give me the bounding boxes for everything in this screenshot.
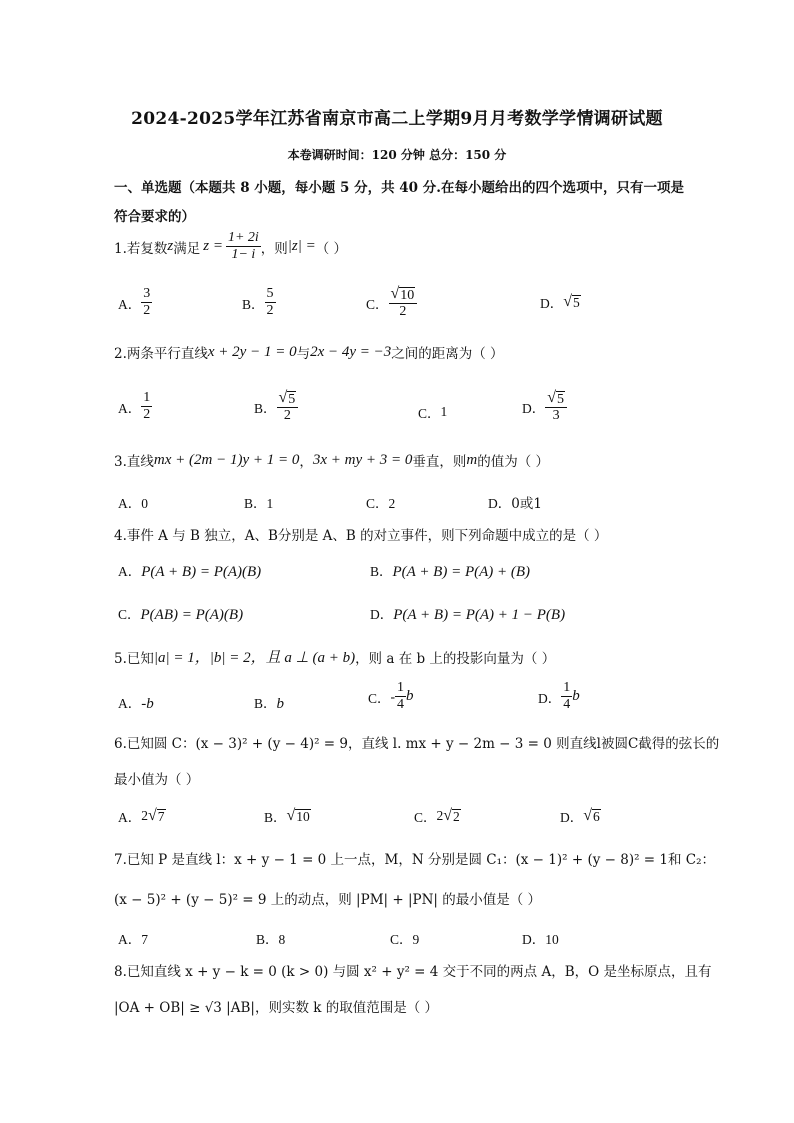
- q7-option-a: [118, 928, 148, 948]
- option-label: C．: [366, 297, 389, 313]
- option-value: P(A + B) = P(A) + 1 − P(B): [393, 607, 566, 623]
- q3-option-d: [488, 492, 542, 512]
- q2-option-c: [418, 402, 447, 422]
- q3-text: 3.直线: [114, 454, 154, 470]
- q5-text-after: ，则 a 在 b 上的投影向量为（ ）: [355, 650, 556, 667]
- q1-num: 1+ 2i: [226, 230, 261, 247]
- frac-den: 2: [143, 407, 151, 423]
- option-label: B．: [242, 296, 265, 312]
- option-label: D．: [560, 810, 584, 825]
- option-label: D．: [488, 496, 512, 511]
- q1-den: 1− i: [231, 247, 256, 263]
- sqrt-value: 5: [288, 392, 296, 407]
- q3-var: m: [466, 451, 478, 468]
- q1-option-d: D． √ 5: [540, 292, 580, 311]
- option-label: B．: [254, 401, 277, 417]
- q2-option-b: B． √ 5 2: [254, 390, 298, 424]
- frac-num: 1: [395, 680, 406, 697]
- q2-text-after: 之间的距离为（ ）: [391, 346, 504, 362]
- q4-option-a: [118, 560, 261, 581]
- option-label: C．: [390, 932, 413, 947]
- sqrt-value: 10: [296, 808, 310, 824]
- question-6-stem-line2: 最小值为（ ）: [114, 772, 200, 788]
- option-label: C．: [418, 406, 441, 421]
- option-value: 1: [440, 404, 448, 419]
- sqrt-value: 10: [400, 288, 415, 303]
- q1-option-c: C． √ 10 2: [366, 286, 417, 320]
- option-prefix: -: [390, 688, 396, 704]
- q5-option-a: [118, 692, 154, 713]
- frac-den: 2: [143, 303, 151, 319]
- option-label: B．: [244, 496, 267, 511]
- option-label: C．: [368, 690, 391, 706]
- q6-option-d: D． √ 6: [560, 806, 600, 825]
- section-header: [114, 176, 684, 196]
- frac-num: 1: [561, 680, 572, 697]
- frac-num: 5: [265, 286, 276, 303]
- q5-option-d: [538, 680, 580, 713]
- q1-text-mid: 满足: [173, 240, 201, 257]
- frac-num: 3: [141, 286, 152, 303]
- frac-den: 2: [283, 408, 291, 424]
- q3-line1: mx + (2m − 1)y + 1 = 0: [153, 451, 300, 468]
- q3-text-after: 垂直，则: [412, 454, 467, 470]
- q2-option-d: D． √ 5 3: [522, 390, 567, 424]
- q2-option-a: [118, 390, 152, 423]
- question-4-stem: 4.事件 A 与 B 独立，A、B分别是 A、B 的对立事件，则下列命题中成立的是（ ）: [114, 528, 608, 544]
- option-value: P(AB) = P(A)(B): [140, 607, 244, 623]
- option-label: C．: [118, 607, 141, 622]
- option-label: B．: [254, 696, 277, 711]
- section-header-line2: 符合要求的）: [114, 209, 195, 225]
- option-label: B．: [256, 932, 279, 947]
- q3-option-a: [118, 492, 148, 512]
- frac-num: 1: [141, 390, 152, 407]
- option-label: A．: [118, 932, 142, 947]
- q3-option-c: [366, 492, 395, 512]
- option-vector: b: [572, 688, 580, 705]
- q5-option-c: [368, 680, 414, 713]
- sqrt-value: 2: [453, 808, 460, 824]
- option-label: D．: [540, 296, 564, 311]
- q1-fraction: [226, 230, 261, 263]
- option-label: D．: [370, 607, 394, 622]
- q1-text-after: ，则: [260, 240, 288, 257]
- option-label: D．: [522, 401, 546, 417]
- q1-var: z: [167, 238, 174, 255]
- question-5-stem: [114, 646, 555, 667]
- option-value: b: [276, 696, 285, 712]
- option-value: 2: [388, 496, 396, 511]
- option-label: A．: [118, 400, 142, 416]
- frac-den: 3: [552, 408, 560, 424]
- q7-option-b: [256, 928, 285, 948]
- q5-condition: |a| = 1，|b| = 2，且 a ⊥ (a + b): [153, 650, 356, 666]
- exam-info: 本卷调研时间：120 分钟 总分：150 分: [287, 148, 507, 162]
- frac-den: 2: [399, 304, 407, 320]
- option-label: C．: [366, 496, 389, 511]
- option-value: 7: [141, 932, 148, 947]
- frac-den: 4: [563, 697, 571, 713]
- q1-option-b: [242, 286, 276, 319]
- option-value: P(A + B) = P(A) + (B): [392, 564, 531, 580]
- option-value: -b: [141, 696, 154, 712]
- q1-abs: |z| =: [287, 238, 316, 255]
- q7-option-d: [522, 928, 559, 948]
- q7-option-c: [390, 928, 419, 948]
- page-title: 2024-2025学年江苏省南京市高二上学期9月月考数学学情调研试题: [131, 109, 663, 129]
- option-value: 0或1: [511, 496, 542, 512]
- frac-den: 4: [397, 697, 405, 713]
- q5-option-b: [254, 692, 284, 713]
- option-label: A．: [118, 696, 142, 711]
- sqrt-value: 5: [573, 294, 580, 310]
- option-label: A．: [118, 564, 142, 579]
- question-7-stem-line2: (x − 5)² + (y − 5)² = 9 上的动点，则 |PM| + |PN| 的最小值是（ ）: [114, 892, 542, 908]
- q2-text: 2.两条平行直线: [114, 346, 208, 362]
- q3-sep: ，: [299, 454, 313, 470]
- q3-line2: 3x + my + 3 = 0: [312, 451, 413, 468]
- q3-text-end: 的值为（ ）: [477, 454, 550, 470]
- section-header-line1: 一、单选题（本题共 8 小题，每小题 5 分，共 40 分.在每小题给出的四个选项中，只有一项是: [114, 180, 684, 196]
- question-8-stem-line1: 8.已知直线 x + y − k = 0 (k > 0) 与圆 x² + y² = 4 交于不同的两点 A，B，O 是坐标原点，且有: [114, 964, 712, 980]
- q2-line2: 2x − 4y = −3: [310, 343, 392, 360]
- option-coef: 2: [141, 808, 148, 823]
- question-2-stem: [114, 342, 504, 362]
- sqrt-value: 5: [557, 392, 565, 407]
- option-coef: 2: [436, 808, 444, 823]
- q6-option-b: B． √ 10: [264, 806, 310, 825]
- q4-option-c: [118, 603, 243, 624]
- q2-text-mid: 与: [296, 346, 311, 362]
- option-vector: b: [406, 688, 414, 705]
- question-8-stem-line2: |OA + OB| ≥ √3 |AB|，则实数 k 的取值范围是（ ）: [114, 1000, 438, 1016]
- option-label: B．: [264, 810, 287, 825]
- q4-option-d: [370, 603, 565, 624]
- frac-den: 2: [266, 303, 274, 319]
- question-1-stem: [114, 230, 347, 263]
- sqrt-value: 7: [157, 808, 165, 824]
- q1-eq-lhs: z =: [203, 238, 223, 255]
- q1-option-a: [118, 286, 152, 319]
- option-value: 0: [141, 496, 148, 511]
- sqrt-value: 6: [593, 808, 600, 824]
- question-7-stem-line1: 7.已知 P 是直线 l：x + y − 1 = 0 上一点，M，N 分别是圆 C₁：(x − 1)² + (y − 8)² = 1和 C₂：: [114, 852, 716, 868]
- option-value: 1: [266, 496, 274, 511]
- q2-line1: x + 2y − 1 = 0: [207, 343, 297, 360]
- option-label: A．: [118, 296, 142, 312]
- q4-option-b: [370, 560, 530, 581]
- option-label: B．: [370, 564, 393, 579]
- q1-text: 1.若复数: [114, 240, 168, 257]
- option-value: P(A + B) = P(A)(B): [141, 564, 262, 580]
- q5-text: 5.已知: [114, 650, 154, 667]
- q1-paren: （ ）: [315, 240, 348, 257]
- option-label: D．: [538, 690, 562, 706]
- option-label: D．: [522, 932, 546, 947]
- q3-option-b: [244, 492, 273, 512]
- q6-option-c: C． 2 √ 2: [414, 806, 460, 825]
- option-label: A．: [118, 496, 142, 511]
- question-3-stem: [114, 450, 549, 470]
- option-value: 9: [412, 932, 420, 947]
- option-label: C．: [414, 810, 437, 825]
- q6-option-a: A． 2 √ 7: [118, 806, 165, 825]
- question-6-stem-line1: 6.已知圆 C：(x − 3)² + (y − 4)² = 9，直线 l. mx + y − 2m − 3 = 0 则直线l被圆C截得的弦长的: [114, 736, 720, 752]
- option-label: A．: [118, 810, 142, 825]
- option-value: 10: [545, 932, 559, 947]
- option-value: 8: [278, 932, 286, 947]
